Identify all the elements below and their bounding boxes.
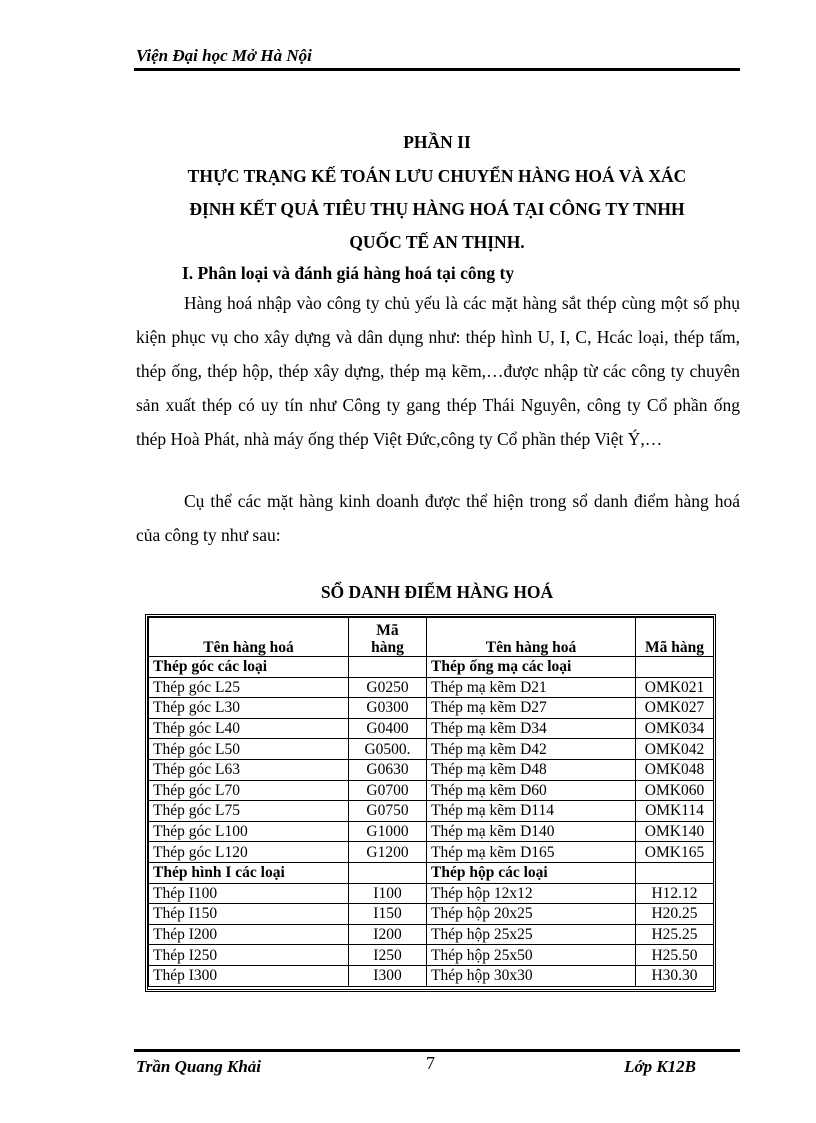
- table-row: [149, 904, 714, 925]
- part-label: PHẦN II: [403, 132, 471, 152]
- cell-code1: [349, 862, 427, 883]
- cell-code2: H30.30: [636, 965, 714, 986]
- cell-name2: Thép mạ kẽm D21: [427, 677, 636, 698]
- cell-name1: Thép góc L100: [149, 821, 349, 842]
- cell-name1: Thép góc L75: [149, 801, 349, 822]
- cell-code1: G0300: [349, 698, 427, 719]
- cell-code1: I150: [349, 904, 427, 925]
- cell-code1: G0630: [349, 759, 427, 780]
- cell-name2: Thép ống mạ các loại: [427, 657, 636, 678]
- part-title-line-3: QUỐC TẾ AN THỊNH.: [349, 232, 525, 252]
- cell-name1: Thép I150: [149, 904, 349, 925]
- table-row: [149, 698, 714, 719]
- table-header-row: [149, 618, 714, 657]
- cell-name1: Thép góc L50: [149, 739, 349, 760]
- table-row: [149, 677, 714, 698]
- cell-code2: OMK114: [636, 801, 714, 822]
- cell-code1: G1200: [349, 842, 427, 863]
- cell-code2: H12.12: [636, 883, 714, 904]
- cell-name2: Thép hộp 20x25: [427, 904, 636, 925]
- cell-code2: OMK021: [636, 677, 714, 698]
- header-rule: [134, 68, 740, 71]
- cell-name2: Thép mạ kẽm D60: [427, 780, 636, 801]
- table-row: [149, 801, 714, 822]
- table-row: [149, 924, 714, 945]
- cell-code1: I200: [349, 924, 427, 945]
- header-goods-code-1: [349, 618, 427, 657]
- cell-name1: Thép góc L63: [149, 759, 349, 780]
- cell-name1: Thép hình I các loại: [149, 862, 349, 883]
- author-name: Trần Quang Khải: [136, 1057, 262, 1076]
- cell-name2: Thép mạ kẽm D34: [427, 718, 636, 739]
- cell-code1: I300: [349, 965, 427, 986]
- cell-name1: Thép I250: [149, 945, 349, 966]
- footer-rule: [134, 1049, 740, 1052]
- cell-name2: Thép mạ kẽm D140: [427, 821, 636, 842]
- cell-code1: G0250: [349, 677, 427, 698]
- cell-name1: Thép I300: [149, 965, 349, 986]
- cell-code2: [636, 657, 714, 678]
- table-row: [149, 780, 714, 801]
- cell-code2: OMK165: [636, 842, 714, 863]
- paragraph-goods-sources: Hàng hoá nhập vào công ty chủ yếu là các mặt hàng sắt thép cùng một số phụ kiện phục vụ cho xây dựng và dân dụng như: thép hình U, I, C, Hcác loại, thép tấm, thép ống, thép hộp, thép xây dựng, thép mạ kẽm,…được nhập từ các công ty chuyên sản xuất thép có uy tín như Công ty gang thép Thái Nguyên, công ty Cổ phần ống thép Hoà Phát, nhà máy ống thép Việt Đức,công ty Cổ phần thép Việt Ý,…: [136, 293, 740, 449]
- cell-name2: Thép hộp các loại: [427, 862, 636, 883]
- cell-code2: OMK034: [636, 718, 714, 739]
- table-row: [149, 821, 714, 842]
- cell-code1: I100: [349, 883, 427, 904]
- header-goods-name-1: Tên hàng hoá: [149, 618, 349, 657]
- page-number: 7: [426, 1053, 435, 1073]
- part-title-line-2: ĐỊNH KẾT QUẢ TIÊU THỤ HÀNG HOÁ TẠI CÔNG TY TNHH: [189, 199, 685, 219]
- header-code-line-1: Mã: [376, 622, 399, 639]
- table-row: [149, 657, 714, 678]
- cell-code1: [349, 657, 427, 678]
- cell-name1: Thép góc các loại: [149, 657, 349, 678]
- table-row: [149, 759, 714, 780]
- part-title-line-1: THỰC TRẠNG KẾ TOÁN LƯU CHUYỂN HÀNG HOÁ VÀ XÁC: [187, 166, 687, 186]
- cell-name1: Thép góc L25: [149, 677, 349, 698]
- page-header: [134, 44, 740, 68]
- header-code-line-2: hàng: [371, 639, 404, 656]
- table-row: [149, 842, 714, 863]
- cell-name2: Thép mạ kẽm D165: [427, 842, 636, 863]
- cell-name1: Thép I100: [149, 883, 349, 904]
- table-row: [149, 739, 714, 760]
- cell-code2: [636, 862, 714, 883]
- cell-name2: Thép hộp 25x50: [427, 945, 636, 966]
- cell-code2: OMK140: [636, 821, 714, 842]
- cell-code1: G0400: [349, 718, 427, 739]
- cell-name2: Thép mạ kẽm D114: [427, 801, 636, 822]
- header-goods-name-2: Tên hàng hoá: [427, 618, 636, 657]
- cell-code2: OMK042: [636, 739, 714, 760]
- cell-code2: OMK027: [636, 698, 714, 719]
- section-heading: I. Phân loại và đánh giá hàng hoá tại công ty: [182, 263, 515, 283]
- cell-code1: G0750: [349, 801, 427, 822]
- cell-name1: Thép I200: [149, 924, 349, 945]
- table-row: [149, 883, 714, 904]
- cell-code2: OMK060: [636, 780, 714, 801]
- header-goods-code-2: Mã hàng: [636, 618, 714, 657]
- table-row: [149, 718, 714, 739]
- class-name: Lớp K12B: [624, 1057, 696, 1076]
- cell-name2: Thép hộp 12x12: [427, 883, 636, 904]
- cell-code2: OMK048: [636, 759, 714, 780]
- page-footer: [134, 1049, 740, 1079]
- cell-name2: Thép hộp 30x30: [427, 965, 636, 986]
- institute-name: Viện Đại học Mở Hà Nội: [136, 46, 312, 65]
- paragraph-goods-list-intro: Cụ thể các mặt hàng kinh doanh được thể hiện trong sổ danh điểm hàng hoá của công ty như sau:: [136, 491, 740, 545]
- table-row: [149, 945, 714, 966]
- cell-name1: Thép góc L40: [149, 718, 349, 739]
- table-title: SỔ DANH ĐIỂM HÀNG HOÁ: [320, 582, 554, 602]
- cell-code2: H25.50: [636, 945, 714, 966]
- goods-catalog-table: [145, 614, 716, 992]
- table-row: [149, 862, 714, 883]
- cell-name1: Thép góc L120: [149, 842, 349, 863]
- cell-code1: G1000: [349, 821, 427, 842]
- cell-name1: Thép góc L30: [149, 698, 349, 719]
- cell-name2: Thép mạ kẽm D27: [427, 698, 636, 719]
- cell-name2: Thép hộp 25x25: [427, 924, 636, 945]
- cell-name2: Thép mạ kẽm D48: [427, 759, 636, 780]
- cell-name2: Thép mạ kẽm D42: [427, 739, 636, 760]
- cell-code1: G0700: [349, 780, 427, 801]
- cell-name1: Thép góc L70: [149, 780, 349, 801]
- table-row: [149, 965, 714, 986]
- cell-code2: H20.25: [636, 904, 714, 925]
- cell-code1: I250: [349, 945, 427, 966]
- cell-code2: H25.25: [636, 924, 714, 945]
- cell-code1: G0500.: [349, 739, 427, 760]
